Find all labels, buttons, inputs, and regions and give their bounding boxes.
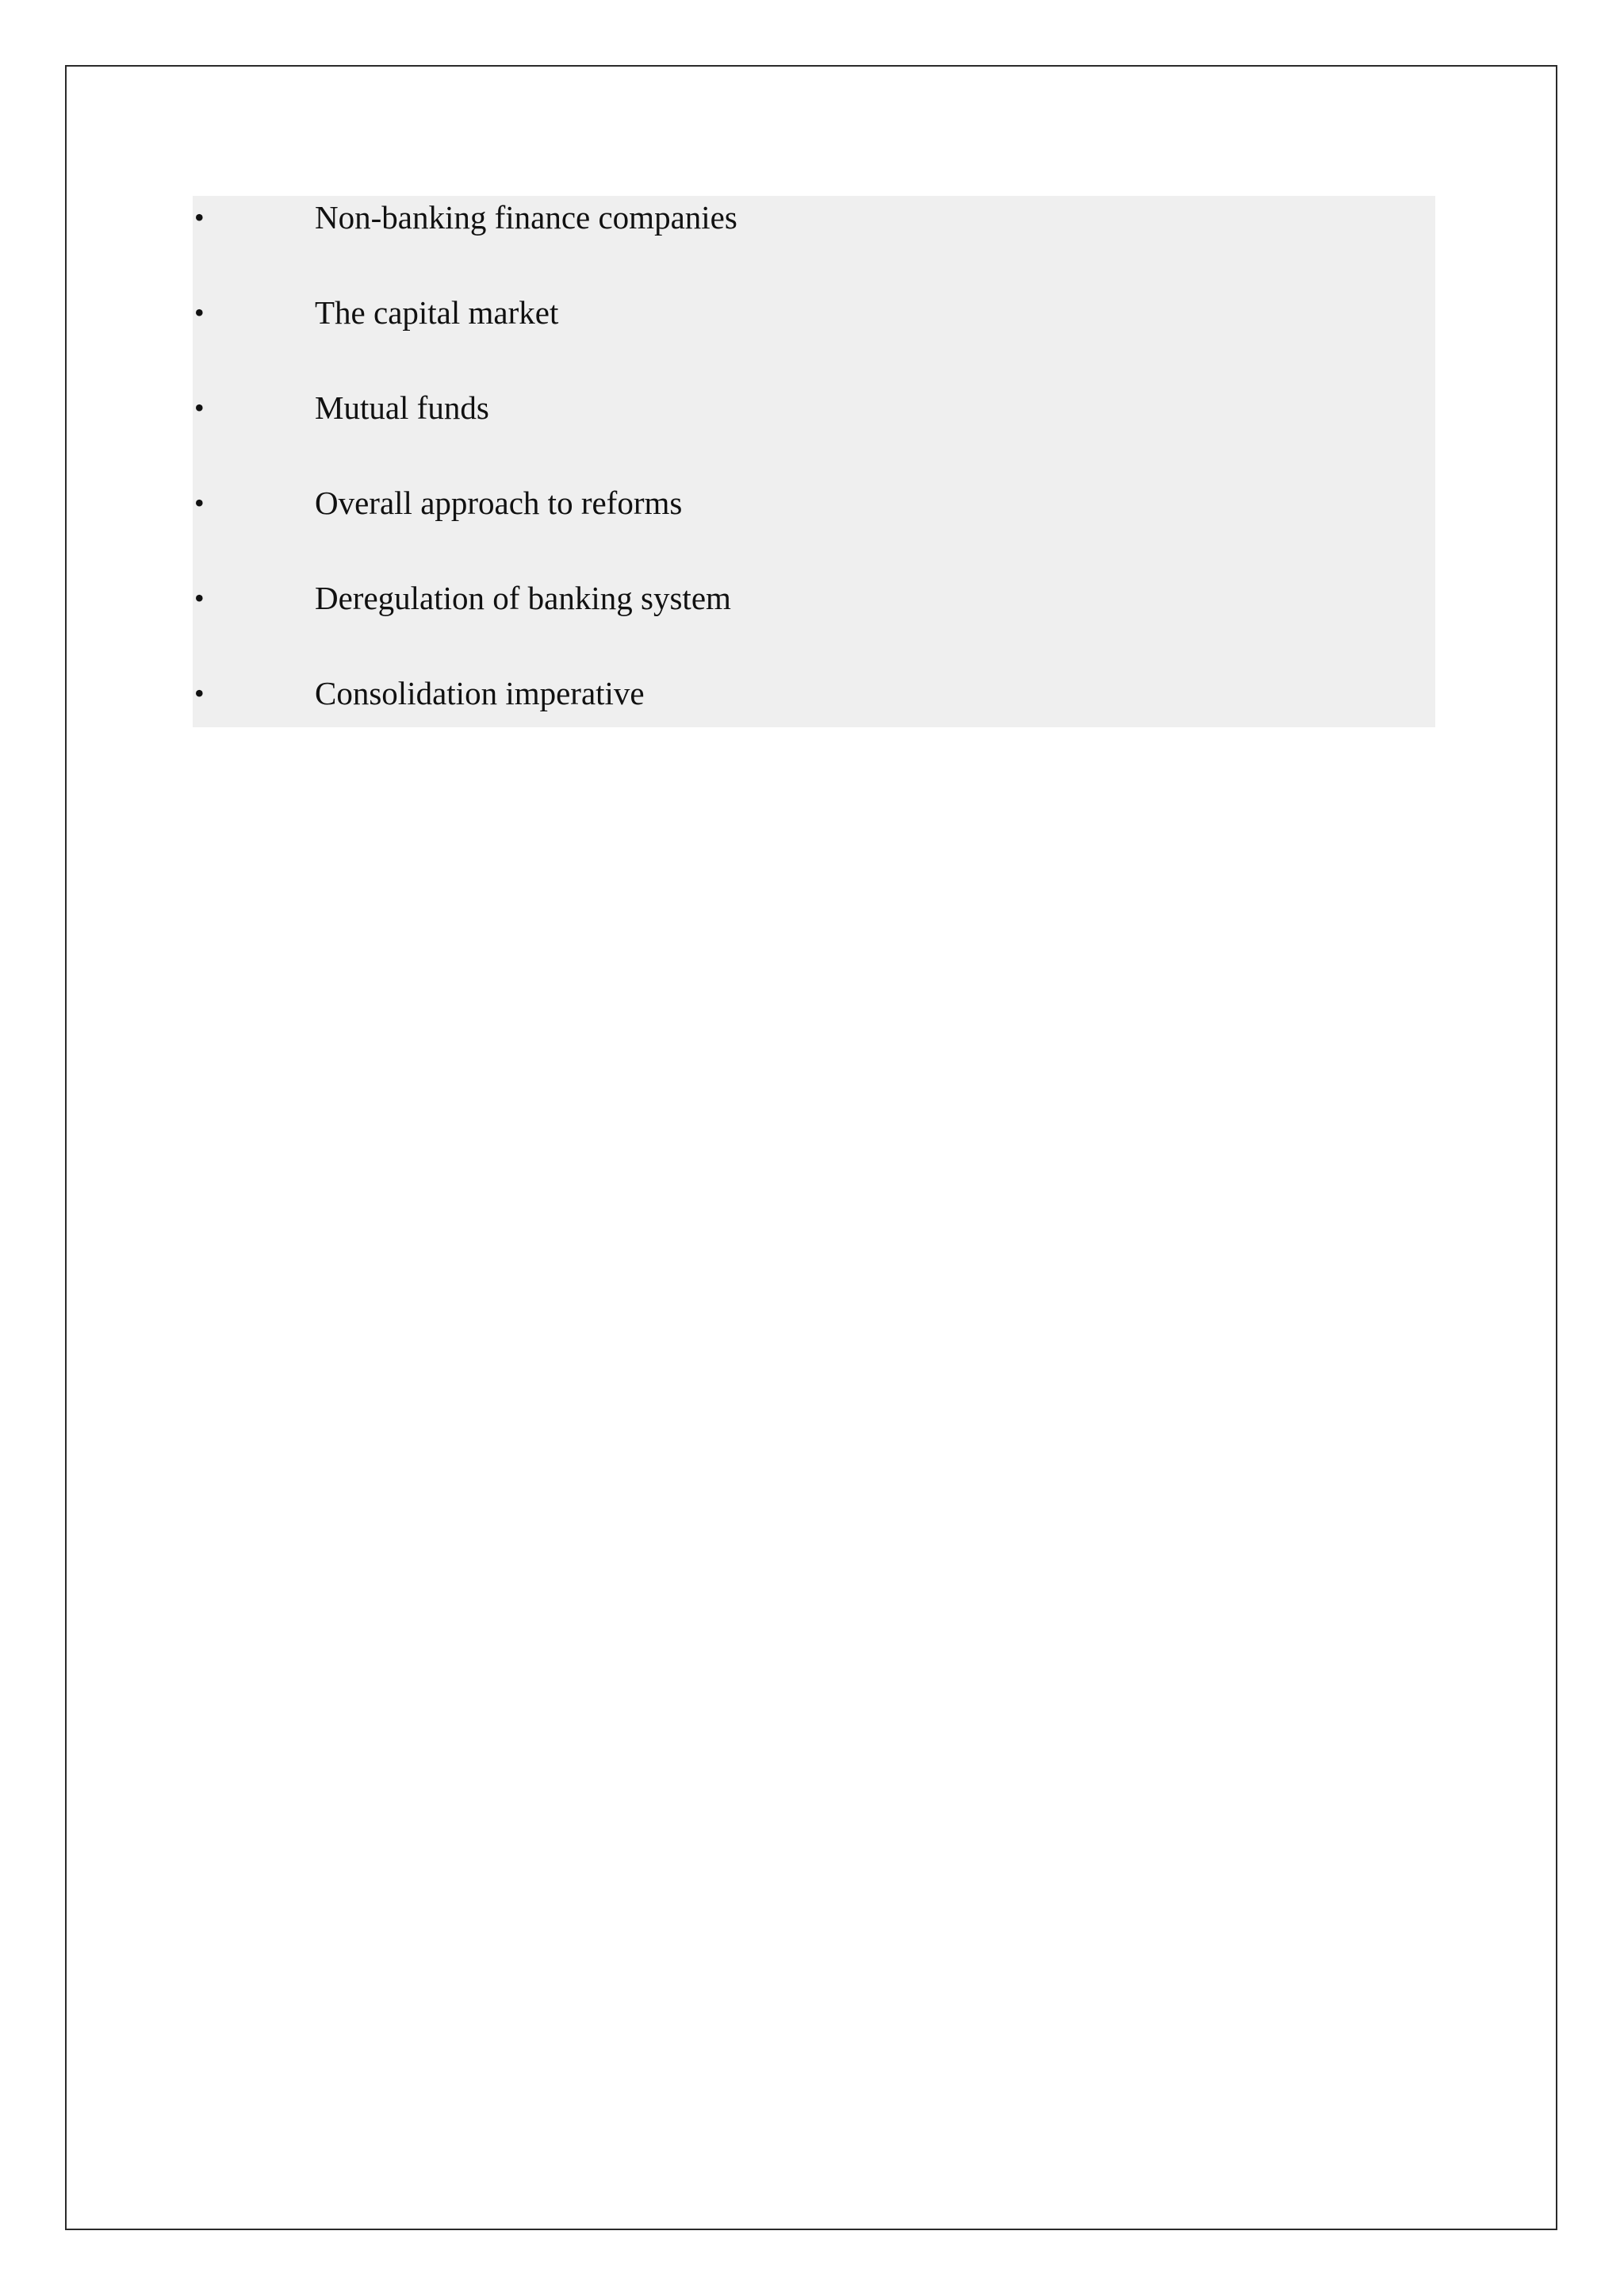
bullet-icon: • — [194, 487, 205, 519]
bullet-icon: • — [194, 582, 205, 614]
topics-list — [193, 196, 1435, 727]
list-item-text: The capital market — [315, 294, 559, 331]
list-item-text: Consolidation imperative — [315, 675, 645, 711]
list-item — [193, 479, 1435, 527]
list-item-text: Mutual funds — [315, 389, 489, 426]
list-item — [193, 669, 1435, 717]
list-item-text: Deregulation of banking system — [315, 580, 731, 616]
bullet-icon: • — [194, 297, 205, 328]
bullet-icon: • — [194, 392, 205, 424]
bullet-icon: • — [194, 677, 205, 709]
list-item-text: Non-banking finance companies — [315, 199, 737, 236]
list-item-text: Overall approach to reforms — [315, 485, 683, 521]
list-item — [193, 384, 1435, 431]
bullet-icon: • — [194, 201, 205, 233]
list-item — [193, 574, 1435, 622]
list-item — [193, 289, 1435, 336]
list-item — [193, 194, 1435, 241]
